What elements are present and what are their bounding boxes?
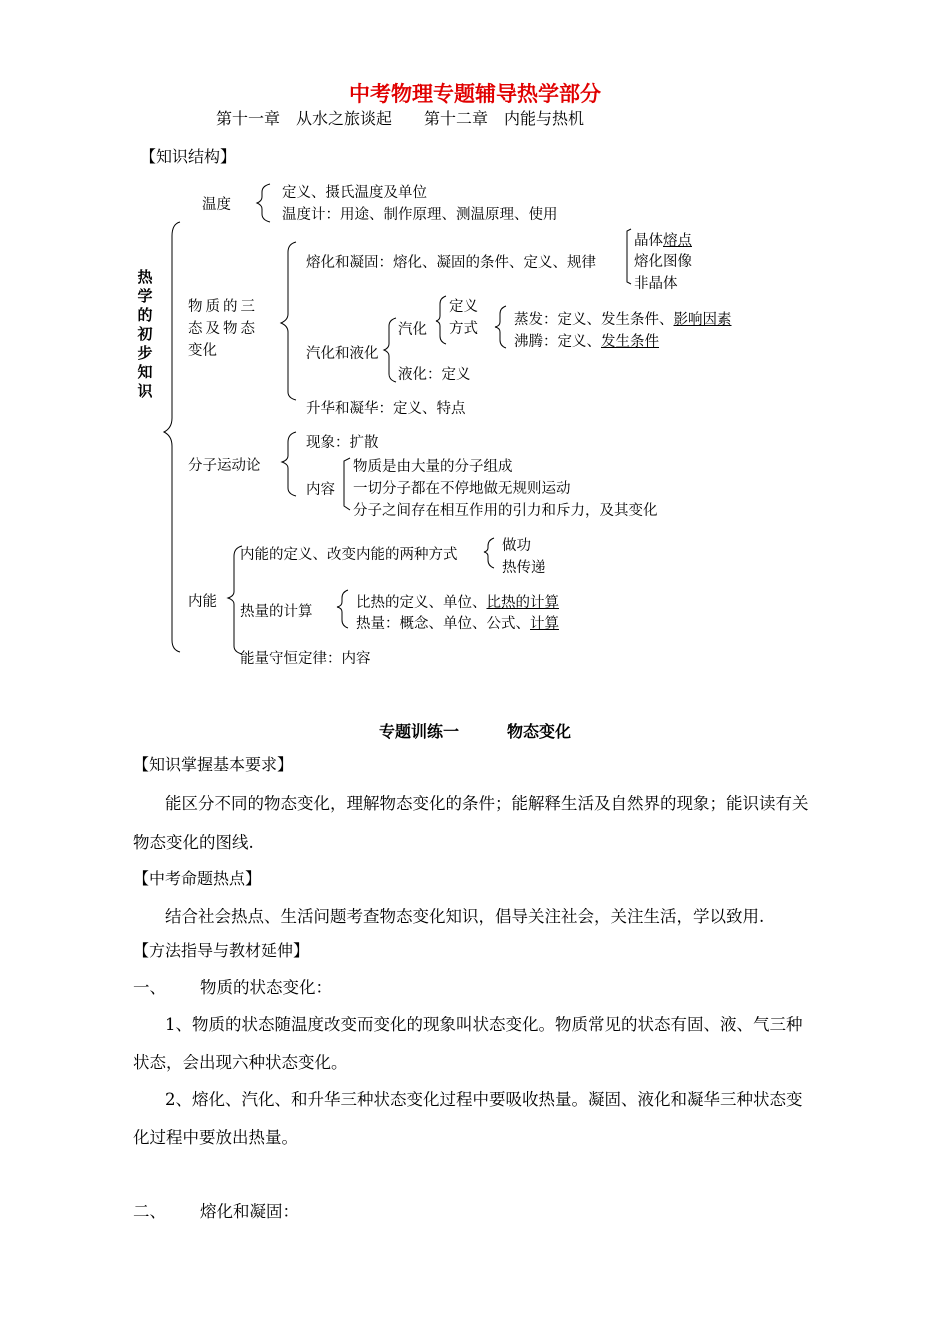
heat-prefix: 热量：概念、单位、公式、 (356, 616, 530, 632)
energy-conservation-item: 能量守恒定律：内容 (240, 651, 371, 667)
paragraph2-line1: 2、熔化、汽化、和升华三种状态变化过程中要吸收热量。凝固、液化和凝华三种状态变 (165, 1090, 803, 1109)
heat-transfer-item: 热传递 (502, 560, 546, 576)
molecular-content-1: 物质是由大量的分子组成 (353, 459, 513, 475)
vap-label: 汽化 (398, 322, 427, 338)
diffusion-item: 现象：扩散 (306, 435, 379, 451)
requirements-line1: 能区分不同的物态变化，理解物态变化的条件；能解释生活及自然界的现象；能识读有关 (165, 794, 809, 813)
evaporation-prefix: 蒸发：定义、发生条件、 (514, 312, 674, 328)
hot-topics-line: 结合社会热点、生活问题考查物态变化知识，倡导关注社会，关注生活，学以致用. (165, 907, 765, 926)
non-crystal-item: 非晶体 (634, 276, 678, 292)
tree-root-label: 热学的初步知识 (137, 268, 153, 400)
paragraph2-line2: 化过程中要放出热量。 (133, 1128, 298, 1147)
molecular-label: 分子运动论 (188, 458, 261, 474)
crystal-prefix: 晶体 (634, 233, 663, 249)
boiling-prefix: 沸腾：定义、 (514, 334, 601, 350)
melting-point-link: 熔点 (663, 233, 692, 249)
thermometer-item: 温度计：用途、制作原理、测温原理、使用 (282, 207, 558, 223)
states-label-line2: 态及物态 (188, 321, 258, 337)
section1-title: 物质的状态变化： (200, 978, 332, 997)
paragraph1-line2: 状态，会出现六种状态变化。 (133, 1053, 348, 1072)
specific-heat-item (356, 591, 559, 612)
boiling-conditions: 发生条件 (601, 334, 659, 350)
work-item: 做功 (502, 538, 531, 554)
internal-energy-definition: 内能的定义、改变内能的两种方式 (240, 547, 458, 563)
states-label-line1: 物质的三 (188, 299, 258, 315)
molecular-content-2: 一切分子都在不停地做无规则运动 (353, 481, 571, 497)
section1-number: 一、 (133, 978, 166, 997)
section2-title: 熔化和凝固： (200, 1202, 299, 1221)
internal-energy-label: 内能 (188, 594, 217, 610)
melting-graph-item: 熔化图像 (634, 254, 692, 270)
temperature-label: 温度 (202, 197, 231, 213)
requirements-heading: 【知识掌握基本要求】 (133, 755, 294, 774)
crystal-item (634, 229, 692, 250)
vap-definition: 定义 (449, 299, 478, 315)
boiling-item (514, 330, 659, 351)
method-heading: 【方法指导与教材延伸】 (133, 941, 310, 960)
heat-calc-label: 热量的计算 (240, 604, 313, 620)
document-title: 中考物理专题辅导热学部分 (349, 81, 601, 106)
evaporation-item (514, 308, 732, 329)
temperature-definition: 定义、摄氏温度及单位 (282, 185, 427, 201)
vaporization-label: 汽化和液化 (306, 346, 379, 362)
paragraph1-line1: 1、物质的状态随温度改变而变化的现象叫状态变化。物质常见的状态有固、液、气三种 (165, 1015, 803, 1034)
heat-item (356, 612, 559, 633)
content-label: 内容 (306, 482, 335, 498)
molecular-content-3: 分子之间存在相互作用的引力和斥力，及其变化 (353, 503, 658, 519)
training-heading: 专题训练一 物态变化 (378, 722, 571, 741)
requirements-line2: 物态变化的图线. (133, 833, 254, 852)
chapter-subtitle: 第十一章 从水之旅谈起 第十二章 内能与热机 (215, 109, 584, 128)
section2-number: 二、 (133, 1202, 166, 1221)
vap-method: 方式 (449, 321, 478, 337)
specific-heat-calc: 比热的计算 (486, 595, 559, 611)
heat-calc: 计算 (530, 616, 559, 632)
states-label-line3: 变化 (188, 343, 217, 359)
structure-heading: 【知识结构】 (140, 147, 237, 166)
hot-topics-heading: 【中考命题热点】 (133, 869, 262, 888)
sublimation-item: 升华和凝华：定义、特点 (306, 401, 466, 417)
influencing-factors: 影响因素 (673, 312, 732, 328)
specific-heat-prefix: 比热的定义、单位、 (356, 595, 487, 611)
liquefaction-item: 液化：定义 (398, 367, 471, 383)
melting-item: 熔化和凝固：熔化、凝固的条件、定义、规律 (306, 255, 596, 271)
